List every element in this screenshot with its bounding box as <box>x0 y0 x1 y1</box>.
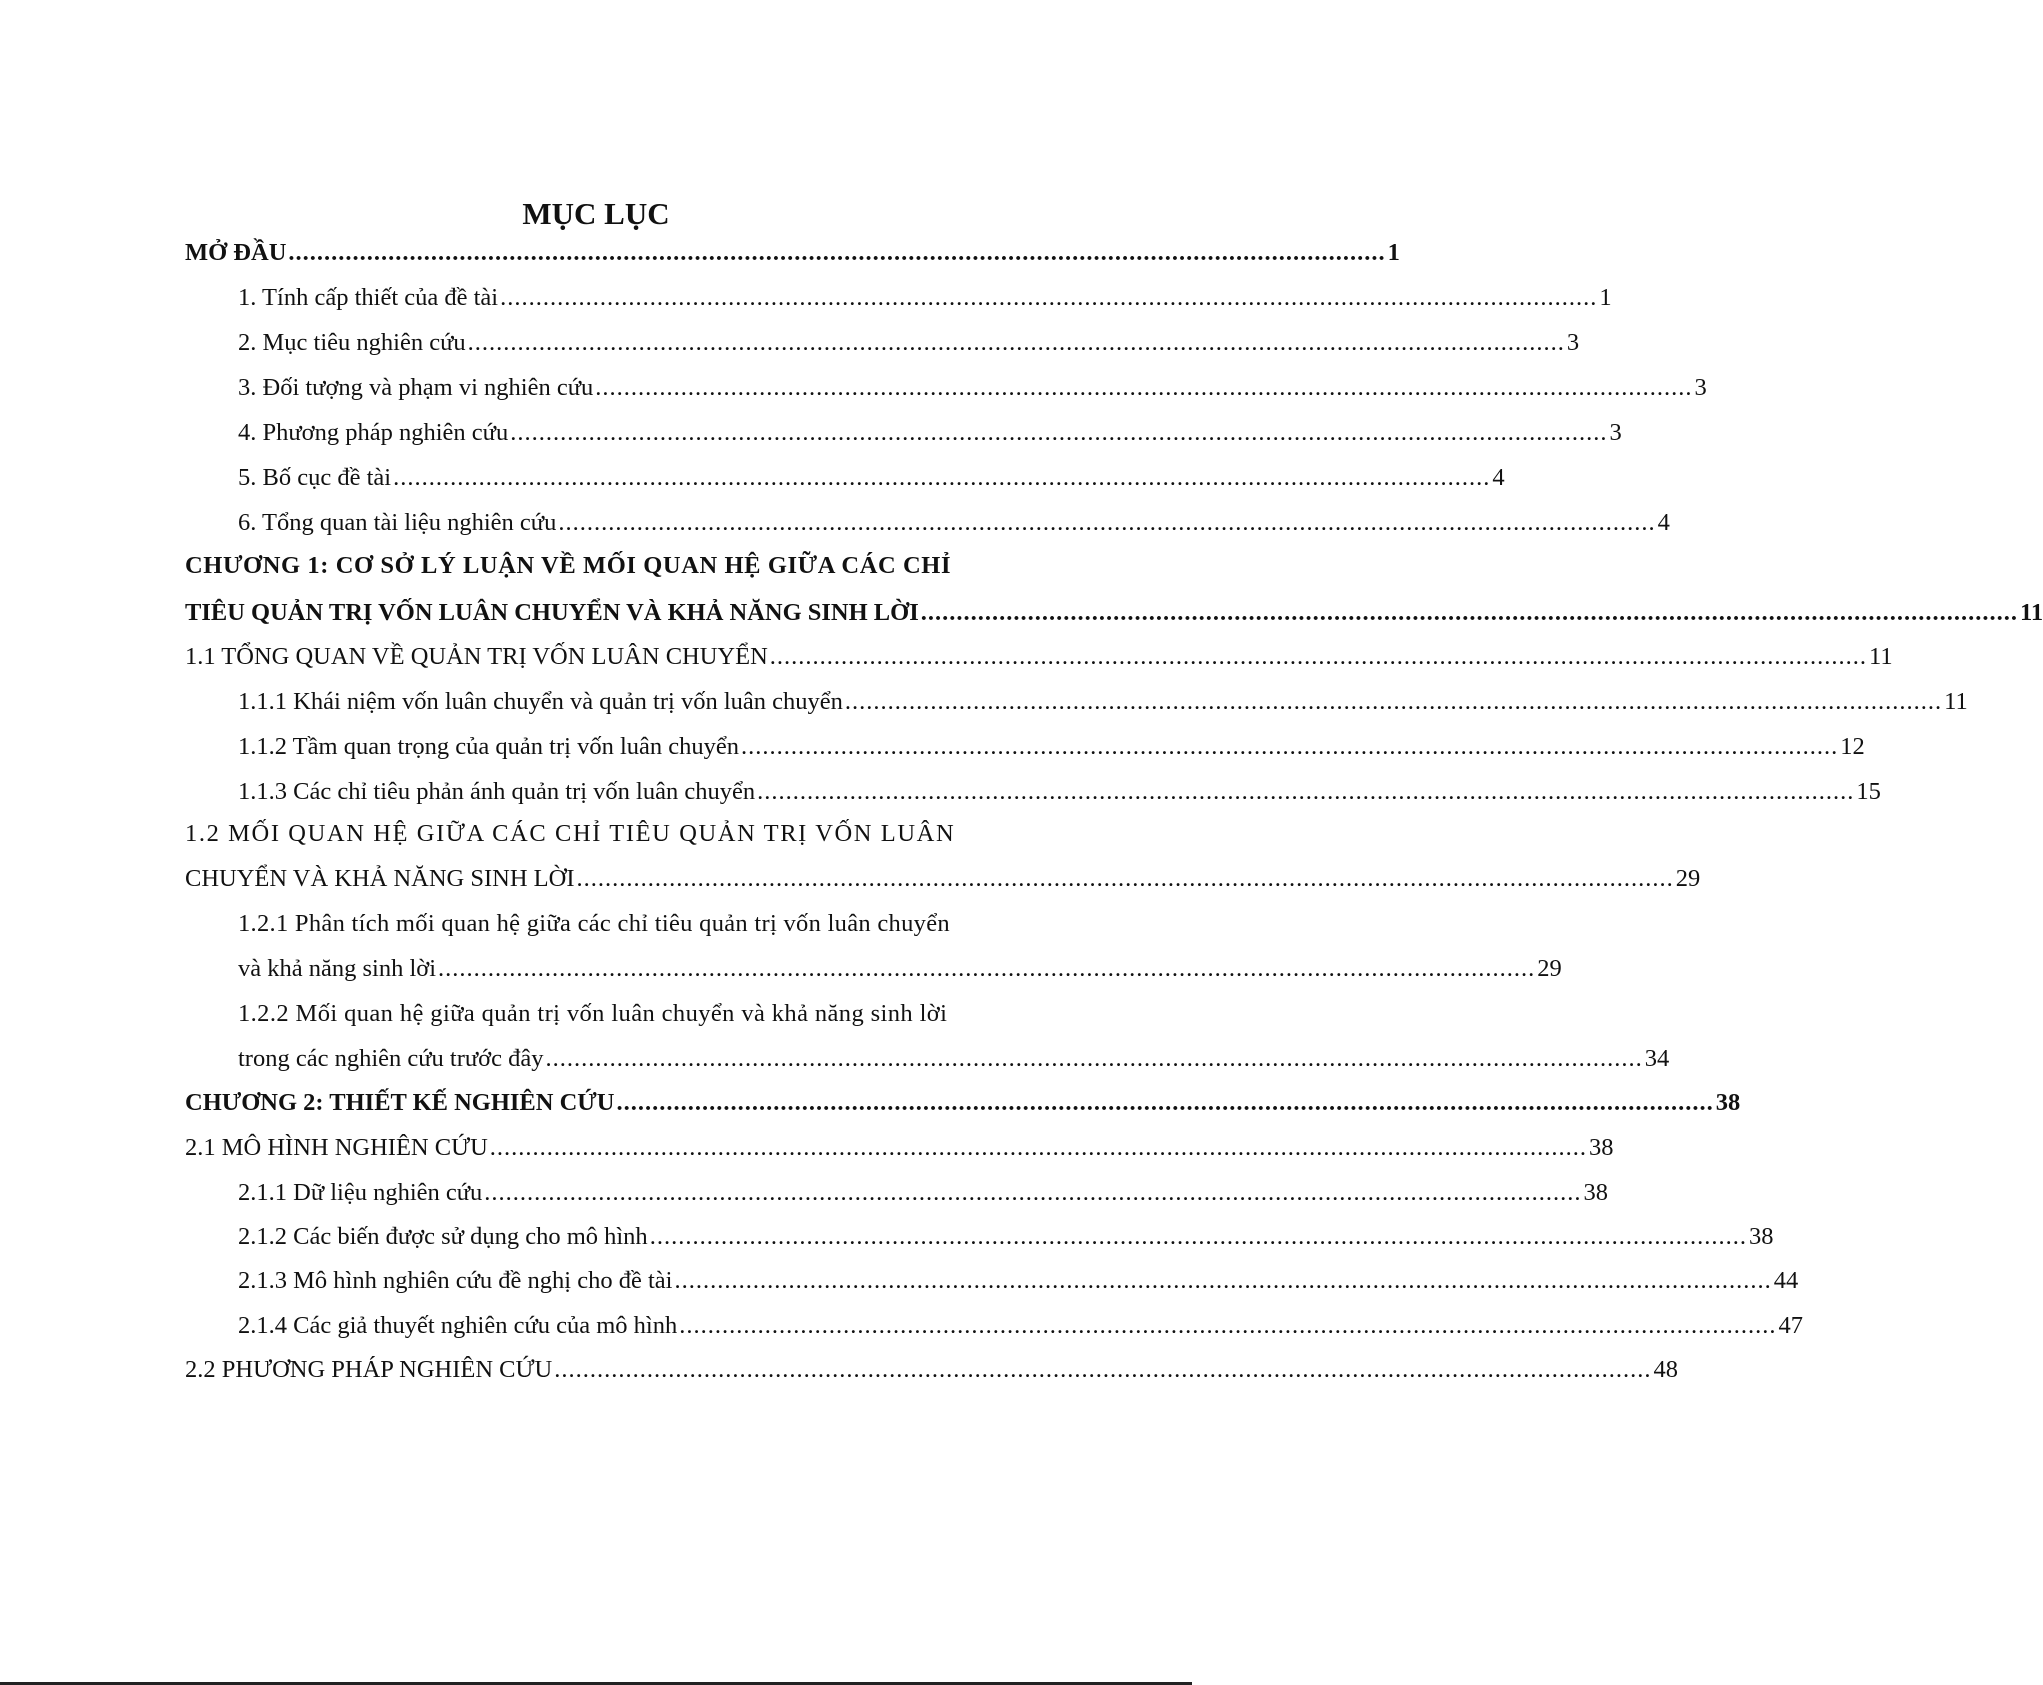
toc-dot-leader: .......................................................................................................................................................... <box>500 284 1598 311</box>
toc-dot-leader: .......................................................................................................................................................... <box>769 643 1868 670</box>
toc-entry-line1[interactable] <box>185 817 1023 851</box>
toc-entry[interactable] <box>238 775 1881 809</box>
toc-entry-text: 1. Tính cấp thiết của đề tài <box>238 284 499 311</box>
toc-dot-leader: .......................................................................................................................................................... <box>554 1356 1652 1383</box>
toc-page-number: 12 <box>1840 733 1865 760</box>
toc-entry-line1[interactable] <box>238 907 1023 941</box>
toc-dot-leader: .......................................................................................................................................................... <box>576 865 1674 892</box>
toc-entry[interactable] <box>185 1131 1614 1165</box>
toc-entry-text: CHUYỂN VÀ KHẢ NĂNG SINH LỜI <box>185 865 575 892</box>
toc-entry-text: và khả năng sinh lời <box>238 955 437 982</box>
toc-page-number: 15 <box>1856 778 1881 805</box>
toc-page-number: 29 <box>1537 955 1562 982</box>
toc-entry-text: 6. Tổng quan tài liệu nghiên cứu <box>238 509 557 536</box>
toc-entry-text: 2.1.2 Các biến được sử dụng cho mô hình <box>238 1223 648 1250</box>
toc-entry[interactable] <box>185 596 2043 630</box>
toc-entry-text: 1.1.3 Các chỉ tiêu phản ánh quản trị vốn luân chuyển <box>238 778 756 805</box>
toc-entry[interactable] <box>238 1309 1803 1343</box>
toc-dot-leader: .......................................................................................................................................................... <box>649 1223 1747 1250</box>
toc-dot-leader: .......................................................................................................................................................... <box>393 464 1491 491</box>
toc-page-number: 38 <box>1589 1134 1614 1161</box>
toc-entry-text: MỞ ĐẦU <box>185 239 287 266</box>
toc-page-number: 29 <box>1675 865 1701 892</box>
toc-entry[interactable] <box>185 1353 1678 1387</box>
toc-entry-text: TIÊU QUẢN TRỊ VỐN LUÂN CHUYỂN VÀ KHẢ NĂNG SINH LỜI <box>185 599 919 626</box>
toc-entry-text: 2.1 MÔ HÌNH NGHIÊN CỨU <box>185 1134 488 1161</box>
toc-entry-text: trong các nghiên cứu trước đây <box>238 1045 544 1072</box>
toc-dot-leader: .......................................................................................................................................................... <box>438 955 1536 982</box>
toc-entry[interactable] <box>238 461 1505 495</box>
toc-page-number: 47 <box>1778 1312 1803 1339</box>
toc-entry-text: 2.1.1 Dữ liệu nghiên cứu <box>238 1179 483 1206</box>
toc-entry[interactable] <box>238 952 1562 986</box>
toc-entry-line1[interactable] <box>185 549 1023 583</box>
toc-entry[interactable] <box>238 1042 1670 1076</box>
page-title: MỤC LỤC <box>522 196 670 231</box>
toc-page-number: 11 <box>1869 643 1893 670</box>
toc-dot-leader: .......................................................................................................................................................... <box>674 1267 1772 1294</box>
toc-dot-leader: .......................................................................................................................................................... <box>595 374 1693 401</box>
toc-dot-leader: .......................................................................................................................................................... <box>844 688 1943 715</box>
toc-page-number: 38 <box>1715 1089 1741 1116</box>
toc-entry[interactable] <box>238 685 1968 719</box>
toc-page-number: 1 <box>1387 239 1400 266</box>
toc-entry-text: 3. Đối tượng và phạm vi nghiên cứu <box>238 374 594 401</box>
toc-page-number: 4 <box>1492 464 1505 491</box>
toc-page-number: 11 <box>2020 599 2043 626</box>
toc-entry-line1[interactable] <box>238 997 1023 1031</box>
toc-entry[interactable] <box>238 1176 1609 1210</box>
toc-dot-leader: .......................................................................................................................................................... <box>558 509 1656 536</box>
toc-entry[interactable] <box>238 326 1580 360</box>
toc-page-number: 3 <box>1609 419 1622 446</box>
toc-dot-leader: .......................................................................................................................................................... <box>679 1312 1777 1339</box>
toc-entry[interactable] <box>185 862 1701 896</box>
toc-page-number: 11 <box>1944 688 1968 715</box>
toc-entry-text: 1.1.1 Khái niệm vốn luân chuyển và quản trị vốn luân chuyển <box>238 688 843 715</box>
toc-page-number: 44 <box>1773 1267 1799 1294</box>
toc-page-number: 48 <box>1653 1356 1678 1383</box>
toc-dot-leader: .......................................................................................................................................................... <box>741 733 1839 760</box>
toc-entry[interactable] <box>185 640 1893 674</box>
toc-entry[interactable] <box>185 1086 1741 1120</box>
toc-dot-leader: .......................................................................................................................................................... <box>545 1045 1643 1072</box>
toc-page-number: 38 <box>1748 1223 1774 1250</box>
toc-entry[interactable] <box>238 1264 1799 1298</box>
toc-page-number: 34 <box>1644 1045 1670 1072</box>
toc-entry-text: 2.1.4 Các giả thuyết nghiên cứu của mô hình <box>238 1312 678 1339</box>
toc-entry[interactable] <box>238 416 1622 450</box>
toc-entry-text: 2. Mục tiêu nghiên cứu <box>238 329 466 356</box>
toc-entry[interactable] <box>238 281 1612 315</box>
toc-dot-leader: .......................................................................................................................................................... <box>489 1134 1588 1161</box>
toc-entry-text: 2.1.3 Mô hình nghiên cứu đề nghị cho đề tài <box>238 1267 673 1294</box>
toc-entry-text: 2.2 PHƯƠNG PHÁP NGHIÊN CỨU <box>185 1356 553 1383</box>
toc-page-number: 3 <box>1566 329 1580 356</box>
toc-page-number: 38 <box>1583 1179 1609 1206</box>
toc-entry-text: 1.1.2 Tầm quan trọng của quản trị vốn luân chuyển <box>238 733 739 760</box>
toc-entry[interactable] <box>185 236 1400 270</box>
toc-page-number: 4 <box>1657 509 1670 536</box>
toc-dot-leader: .......................................................................................................................................................... <box>467 329 1565 356</box>
toc-entry[interactable] <box>238 730 1865 764</box>
toc-entry[interactable] <box>238 1220 1774 1254</box>
toc-entry-text: 1.2 MỐI QUAN HỆ GIỮA CÁC CHỈ TIÊU QUẢN TRỊ VỐN LUÂN <box>185 820 956 847</box>
toc-entry-text: 4. Phương pháp nghiên cứu <box>238 419 509 446</box>
toc-page-number: 1 <box>1599 284 1612 311</box>
toc-dot-leader: .......................................................................................................................................................... <box>920 599 2018 626</box>
toc-entry[interactable] <box>238 371 1707 405</box>
toc-dot-leader: .......................................................................................................................................................... <box>510 419 1608 446</box>
toc-entry-text: 1.2.2 Mối quan hệ giữa quản trị vốn luân chuyển và khả năng sinh lời <box>238 1000 948 1027</box>
toc-dot-leader: .......................................................................................................................................................... <box>757 778 1855 805</box>
toc-entry-text: CHƯƠNG 2: THIẾT KẾ NGHIÊN CỨU <box>185 1089 615 1116</box>
toc-entry-text: CHƯƠNG 1: CƠ SỞ LÝ LUẬN VỀ MỐI QUAN HỆ GIỮA CÁC CHỈ <box>185 552 952 579</box>
toc-dot-leader: .......................................................................................................................................................... <box>288 239 1386 266</box>
toc-page-number: 3 <box>1694 374 1707 401</box>
toc-entry-text: 5. Bố cục đề tài <box>238 464 392 491</box>
toc-dot-leader: .......................................................................................................................................................... <box>616 1089 1714 1116</box>
toc-dot-leader: .......................................................................................................................................................... <box>484 1179 1582 1206</box>
toc-entry-text: 1.2.1 Phân tích mối quan hệ giữa các chỉ tiêu quản trị vốn luân chuyển <box>238 910 950 937</box>
toc-entry[interactable] <box>238 506 1670 540</box>
toc-entry-text: 1.1 TỔNG QUAN VỀ QUẢN TRỊ VỐN LUÂN CHUYỂN <box>185 643 768 670</box>
